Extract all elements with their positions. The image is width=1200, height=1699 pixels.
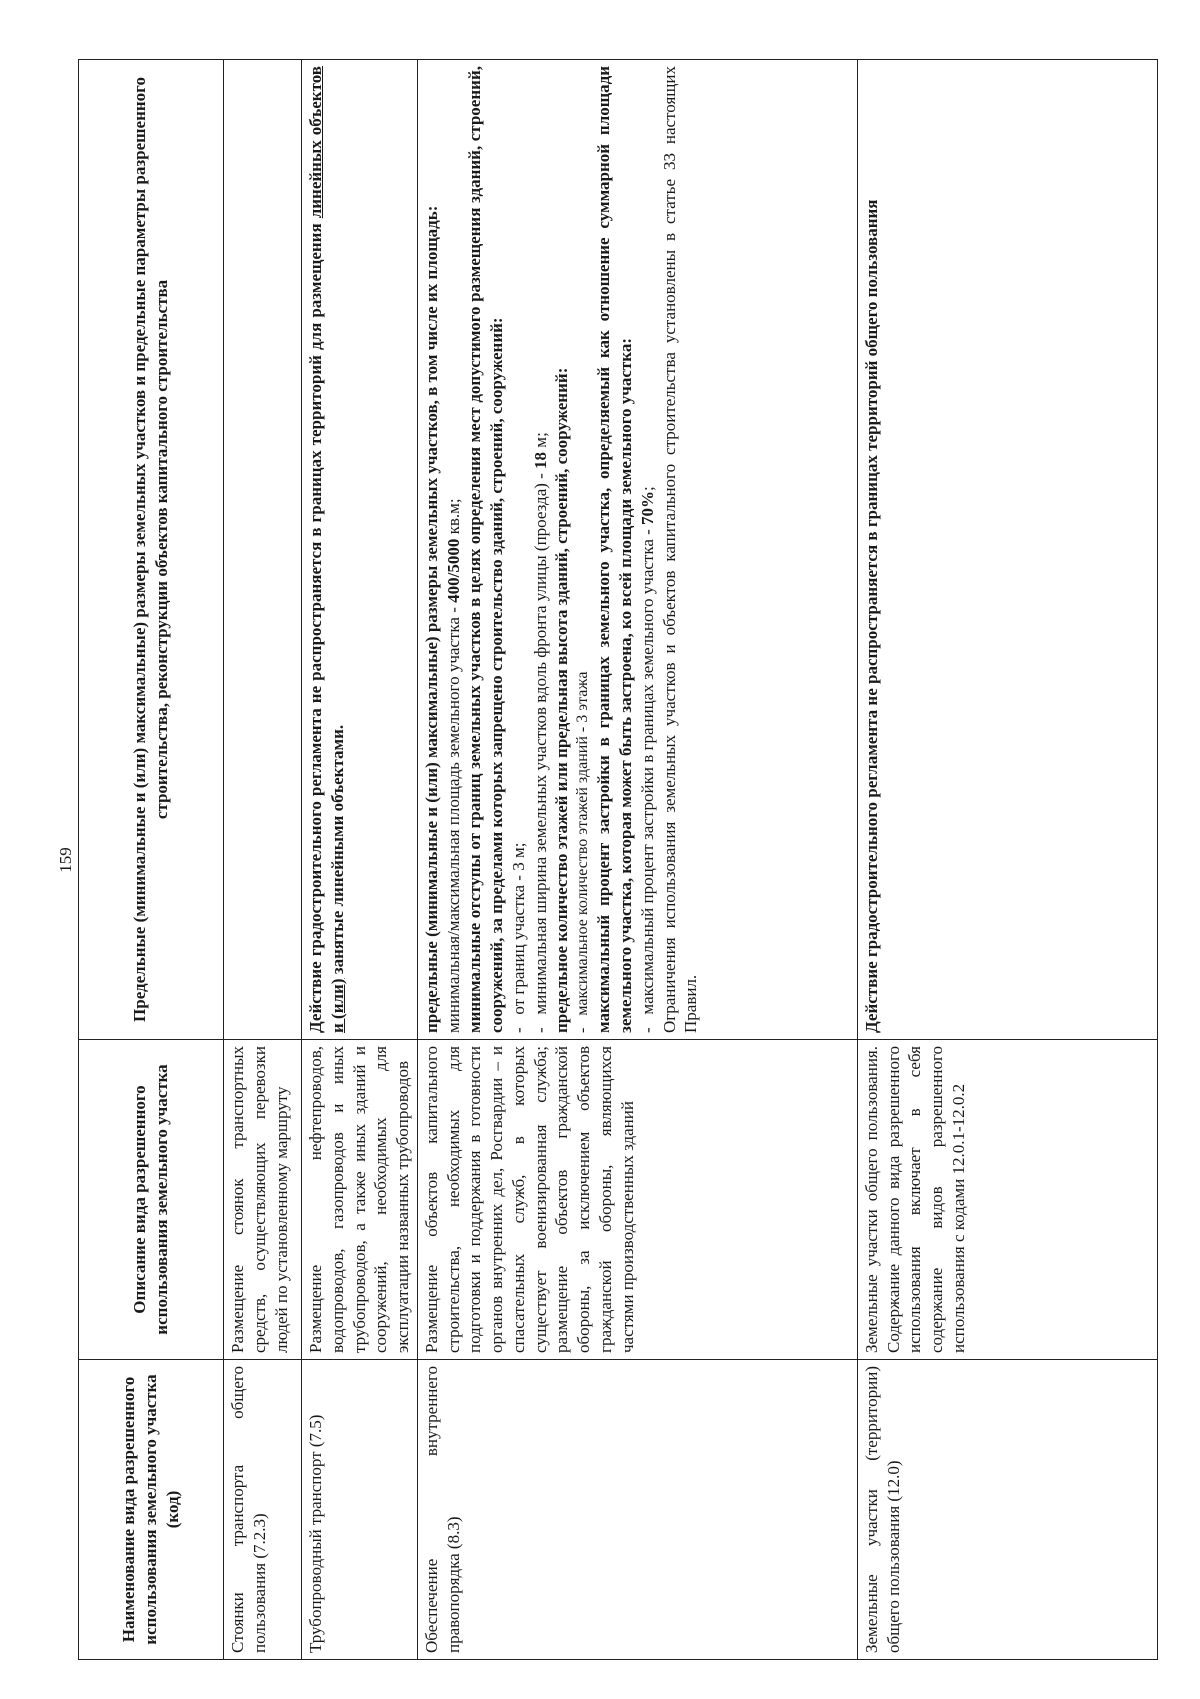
- table-row: [417, 60, 857, 1660]
- rotated-page: [56, 60, 1140, 1660]
- cell-params: Действие градостроительного регламента не распространяется в границах территорий общего пользования: [857, 60, 1157, 1040]
- table-header-row: [79, 60, 224, 1660]
- cell-params: Действие градостроительного регламента не распространяется в границах территорий для размещения линейных объектов и (или) занятые линейными объектами.: [302, 60, 418, 1040]
- header-params: Предельные (минимальные и (или) максимальные) размеры земельных участков и предельные параметры разрешенного строительства, реконструкции объектов капитального строительства: [79, 60, 224, 1040]
- cell-name: Обеспечение внутреннего правопорядка (8.3): [417, 1360, 857, 1660]
- table-row: [224, 60, 302, 1660]
- cell-name: Стоянки транспорта общего пользования (7.2.3): [224, 1360, 302, 1660]
- cell-name: Земельные участки (территории) общего пользования (12.0): [857, 1360, 1157, 1660]
- cell-params: предельные (минимальные и (или) максимальные) размеры земельных участков, в том числе их площадь: минимальная/максимальная площадь земельного участка - 400/5000 кв.м; минимальные отступы от границ земельных участков в целях определения мест допустимого размещения зданий, строений, сооружений, за пределами которых запрещено строительство зданий, строений, сооружений: - от границ участка - 3 м; - минимальная ширина земельных участков вдоль фронта улицы (проезда) - 18 м; предельное количество этажей или предельная высота зданий, строений, сооружений: - максимальное количество этажей зданий - 3 этажа максимальный процент застройки в границах земельного участка, определяемый как отношение суммарной площади земельного участка, которая может быть застроена, ко всей площади земельного участка: - максимальный процент застройки в границах земельного участка - 70%; Ограничения использования земельных участков и объектов капитального строительства установлены в статье 33 настоящих Правил.: [417, 60, 857, 1040]
- cell-description: Размещение объектов капитального строительства, необходимых для подготовки и поддержания в готовности органов внутренних дел, Росгвардии – и спасательных служб, в которых существует военизированная служба; размещение объектов гражданской обороны, за исключением объектов гражданской обороны, являющихся частями производственных зданий: [417, 1040, 857, 1360]
- cell-description: Размещение стоянок транспортных средств, осуществляющих перевозки людей по установленному маршруту: [224, 1040, 302, 1360]
- cell-description: Размещение нефтепроводов, водопроводов, газопроводов и иных трубопроводов, а также иных зданий и сооружений, необходимых для эксплуатации названных трубопроводов: [302, 1040, 418, 1360]
- cell-description: Земельные участки общего пользования. Содержание данного вида разрешенного использования включает в себя содержание видов разрешенного использования с кодами 12.0.1-12.0.2: [857, 1040, 1157, 1360]
- table-row: [857, 60, 1157, 1660]
- regulations-table: [78, 59, 1158, 1660]
- header-description: Описание вида разрешенного использования земельного участка: [79, 1040, 224, 1360]
- table-row: [302, 60, 418, 1660]
- header-name: Наименование вида разрешенного использования земельного участка (код): [79, 1360, 224, 1660]
- cell-params: [224, 60, 302, 1040]
- cell-name: Трубопроводный транспорт (7.5): [302, 1360, 418, 1660]
- page-number: 159: [56, 847, 75, 873]
